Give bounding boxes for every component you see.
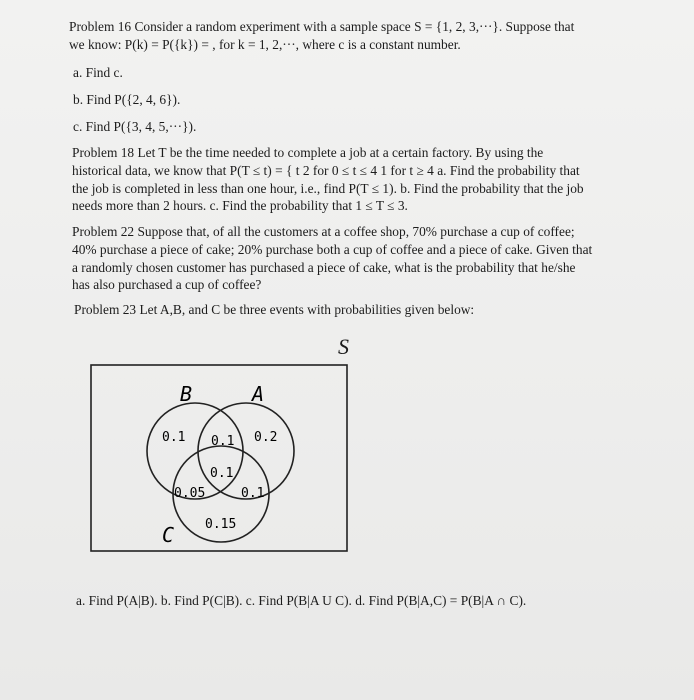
problem16-part-b: b. Find P({2, 4, 6}). [73, 92, 181, 107]
problem16-line2: we know: P(k) = P({k}) = , for k = 1, 2,···, where c is a constant number. [69, 37, 461, 52]
region-A-B-C: 0.1 [210, 466, 234, 481]
venn-svg [90, 364, 348, 554]
problem18-line4: needs more than 2 hours. c. Find the probability that 1 ≤ T ≤ 3. [72, 198, 408, 213]
problem22-line2: 40% purchase a piece of cake; 20% purchase both a cup of coffee and a piece of cake. Given that [72, 242, 593, 257]
region-A-B: 0.1 [211, 434, 235, 449]
region-C-only: 0.15 [205, 517, 237, 532]
problem16-line1: Problem 16 Consider a random experiment with a sample space S = {1, 2, 3,···}. Suppose that [69, 19, 575, 34]
region-A-only: 0.2 [254, 430, 278, 445]
venn-sample-space-label: S [338, 334, 349, 359]
problem18-line2: historical data, we know that P(T ≤ t) = { t 2 for 0 ≤ t ≤ 4 1 for t ≥ 4 a. Find the probability that [72, 163, 580, 178]
problem23-questions: a. Find P(A|B). b. Find P(C|B). c. Find P(B|A U C). d. Find P(B|A,C) = P(B|A ∩ C). [76, 593, 527, 608]
problem22-line3: a randomly chosen customer has purchased a piece of cake, what is the probability that he/she [72, 260, 576, 275]
region-A-C: 0.1 [241, 486, 265, 501]
region-B-C: 0.05 [174, 486, 206, 501]
problem22-line4: has also purchased a cup of coffee? [72, 277, 262, 292]
problem16-part-a: a. Find c. [73, 65, 123, 80]
problem22-line1: Problem 22 Suppose that, of all the customers at a coffee shop, 70% purchase a cup of coffee; [72, 224, 575, 239]
circle-B [147, 403, 243, 499]
label-C: C [162, 523, 175, 547]
problem18-line1: Problem 18 Let T be the time needed to complete a job at a certain factory. By using the [72, 145, 544, 160]
problem16-part-c: c. Find P({3, 4, 5,···}). [73, 119, 197, 134]
problem18-line3: the job is completed in less than one hour, i.e., find P(T ≤ 1). b. Find the probability that the job [72, 181, 584, 196]
circle-A [198, 403, 294, 499]
label-A: A [252, 382, 265, 406]
problem23-line1: Problem 23 Let A,B, and C be three events with probabilities given below: [74, 302, 475, 317]
label-B: B [180, 382, 193, 406]
region-B-only: 0.1 [162, 430, 186, 445]
venn-diagram [90, 364, 348, 554]
